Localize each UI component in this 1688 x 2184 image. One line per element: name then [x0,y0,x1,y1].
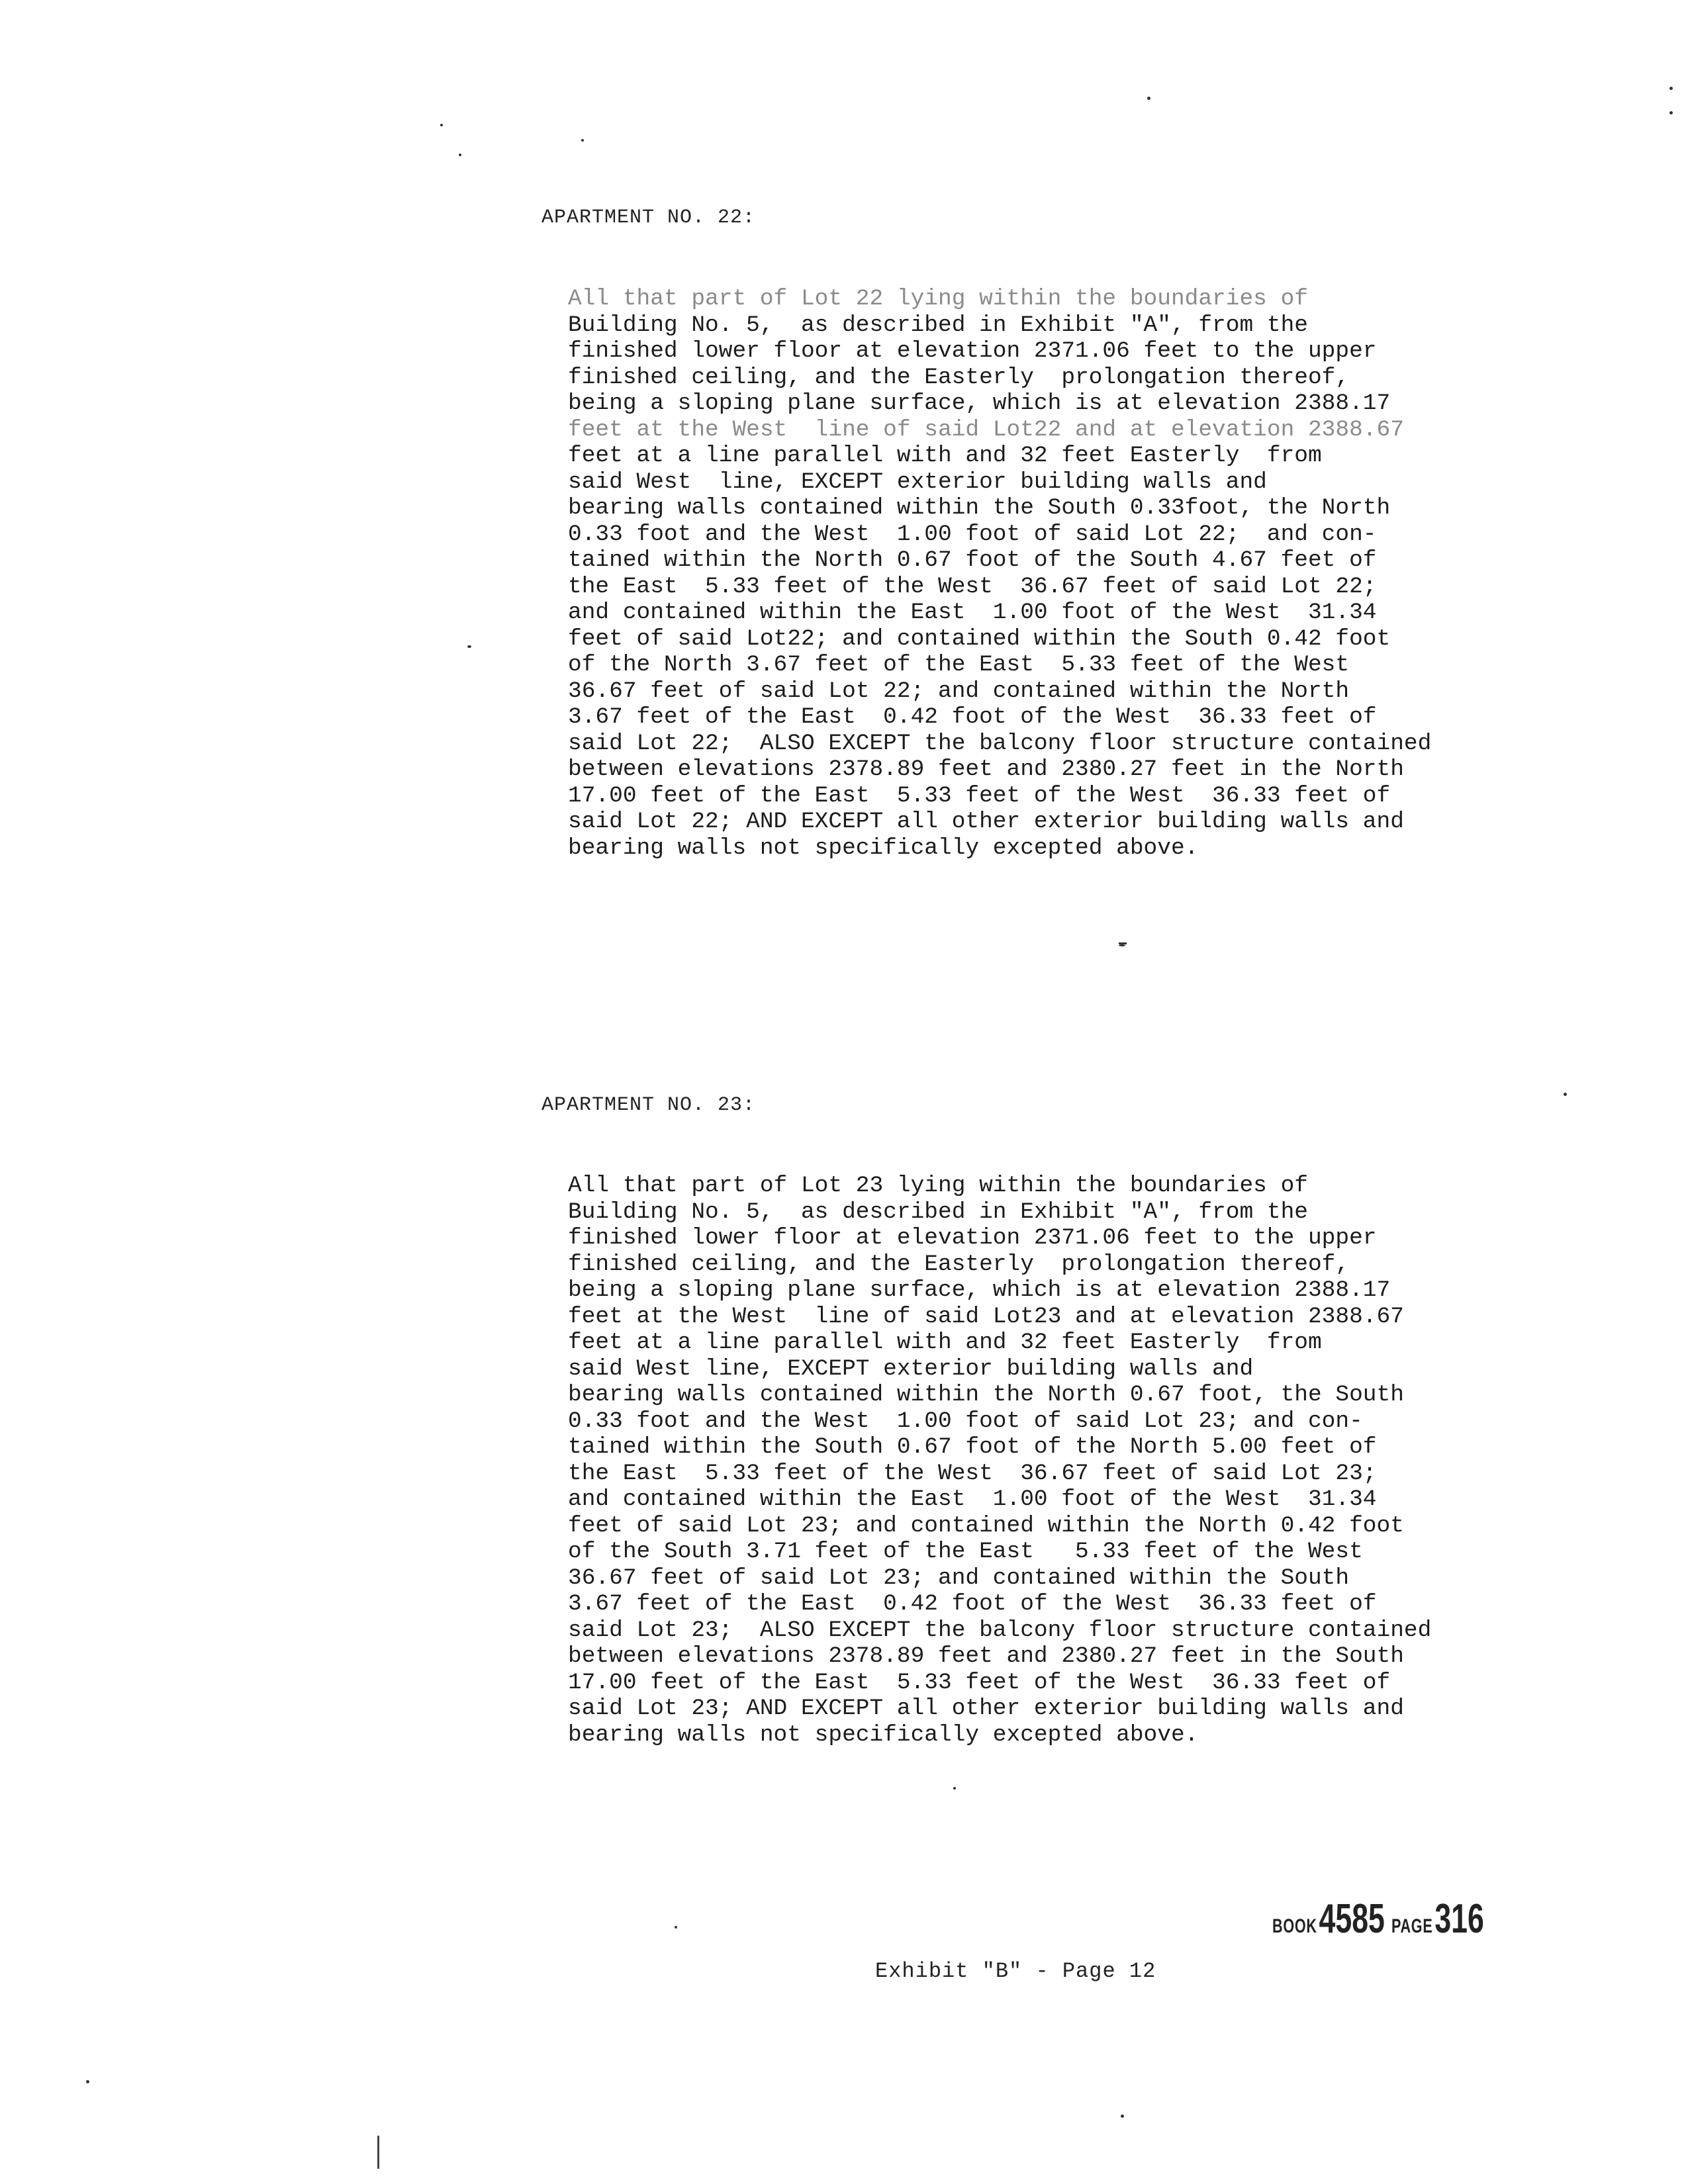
text-line: feet of said Lot22; and contained within the South 0.42 foot [568,625,1391,652]
text-line: between elevations 2378.89 feet and 2380.27 feet in the South [568,1643,1404,1669]
apartment-23-heading: APARTMENT NO. 23: [541,1094,756,1116]
scan-speck [581,139,584,142]
text-line: 3.67 feet of the East 0.42 foot of the West 36.33 feet of [568,704,1377,730]
scan-speck [675,1926,677,1929]
scan-speck [1147,97,1150,100]
text-line: 36.67 feet of said Lot 22; and contained within the North [568,678,1350,704]
text-line: Building No. 5, as described in Exhibit "A", from the [568,1199,1308,1225]
apartment-22-heading: APARTMENT NO. 22: [541,206,756,229]
text-line: feet at a line parallel with and 32 feet Easterly from [568,443,1322,469]
text-line: being a sloping plane surface, which is at elevation 2388.17 [568,1277,1391,1303]
scan-speck [440,124,443,126]
page-number: 316 [1434,1896,1484,1942]
text-line: finished lower floor at elevation 2371.06 feet to the upper [568,1225,1377,1251]
text-line: tained within the North 0.67 foot of the South 4.67 feet of [568,547,1377,573]
book-number: 4585 [1319,1896,1385,1942]
text-line: the East 5.33 feet of the West 36.67 feet of said Lot 22; [568,573,1377,600]
text-line: feet at the West line of said Lot23 and at elevation 2388.67 [568,1303,1404,1330]
text-line: bearing walls contained within the North 0.67 foot, the South [568,1382,1404,1408]
text-line: feet of said Lot 23; and contained within the North 0.42 foot [568,1512,1404,1539]
book-page-stamp [1272,1895,1491,1942]
text-line: finished lower floor at elevation 2371.06 feet to the upper [568,338,1377,364]
apartment-22-description [568,286,1431,861]
text-line: bearing walls not specifically excepted above. [568,835,1199,861]
scan-speck [86,2080,89,2083]
text-line: being a sloping plane surface, which is at elevation 2388.17 [568,390,1391,416]
text-line: the East 5.33 feet of the West 36.67 feet of said Lot 23; [568,1460,1377,1486]
text-line: said Lot 22; AND EXCEPT all other exterior building walls and [568,809,1404,835]
text-line: 3.67 feet of the East 0.42 foot of the West 36.33 feet of [568,1591,1377,1617]
text-line: of the North 3.67 feet of the East 5.33 feet of the West [568,652,1350,678]
text-line: 0.33 foot and the West 1.00 foot of said Lot 22; and con- [568,521,1377,547]
scan-speck [1564,1093,1567,1096]
scan-speck [459,154,461,156]
text-line: said Lot 22; ALSO EXCEPT the balcony floor structure contained [568,730,1432,756]
apartment-23-description [568,1173,1431,1748]
text-line: said Lot 23; ALSO EXCEPT the balcony floor structure contained [568,1617,1432,1643]
scan-speck [1119,944,1125,946]
text-line: finished ceiling, and the Easterly prolongation thereof, [568,364,1350,390]
text-line: and contained within the East 1.00 foot of the West 31.34 [568,1486,1377,1512]
text-line: All that part of Lot 22 lying within the boundaries of [568,286,1308,312]
text-line: said West line, EXCEPT exterior building walls and [568,1355,1254,1382]
scan-speck [1121,2115,1124,2118]
text-line: 0.33 foot and the West 1.00 foot of said Lot 23; and con- [568,1408,1363,1434]
text-line: feet at a line parallel with and 32 feet Easterly from [568,1330,1322,1355]
text-line: finished ceiling, and the Easterly prolongation thereof, [568,1251,1350,1277]
text-line: Building No. 5, as described in Exhibit "A", from the [568,312,1308,338]
text-line: 36.67 feet of said Lot 23; and contained within the South [568,1565,1350,1591]
text-line: said West line, EXCEPT exterior building walls and [568,469,1267,495]
book-label: BOOK [1272,1915,1317,1937]
scan-speck [953,1787,956,1790]
scan-speck [1669,111,1673,114]
scan-mark [377,2136,379,2169]
text-line: said Lot 23; AND EXCEPT all other exterior building walls and [568,1696,1404,1721]
text-line: between elevations 2378.89 feet and 2380.27 feet in the North [568,756,1404,782]
scan-speck [1669,87,1673,90]
text-line: bearing walls contained within the South 0.33foot, the North [568,495,1391,521]
text-line: All that part of Lot 23 lying within the boundaries of [568,1173,1308,1199]
text-line: and contained within the East 1.00 foot of the West 31.34 [568,600,1377,625]
exhibit-page-footer: Exhibit "B" - Page 12 [875,1959,1156,1983]
scan-speck [1119,942,1127,944]
text-line: of the South 3.71 feet of the East 5.33 feet of the West [568,1539,1363,1565]
text-line: feet at the West line of said Lot22 and at elevation 2388.67 [568,416,1404,443]
text-line: 17.00 feet of the East 5.33 feet of the West 36.33 feet of [568,1669,1391,1696]
page-label: PAGE [1391,1915,1433,1937]
text-line: bearing walls not specifically excepted above. [568,1721,1199,1748]
text-line: tained within the South 0.67 foot of the North 5.00 feet of [568,1434,1377,1460]
text-line: 17.00 feet of the East 5.33 feet of the West 36.33 feet of [568,782,1391,809]
scan-speck [467,645,471,648]
